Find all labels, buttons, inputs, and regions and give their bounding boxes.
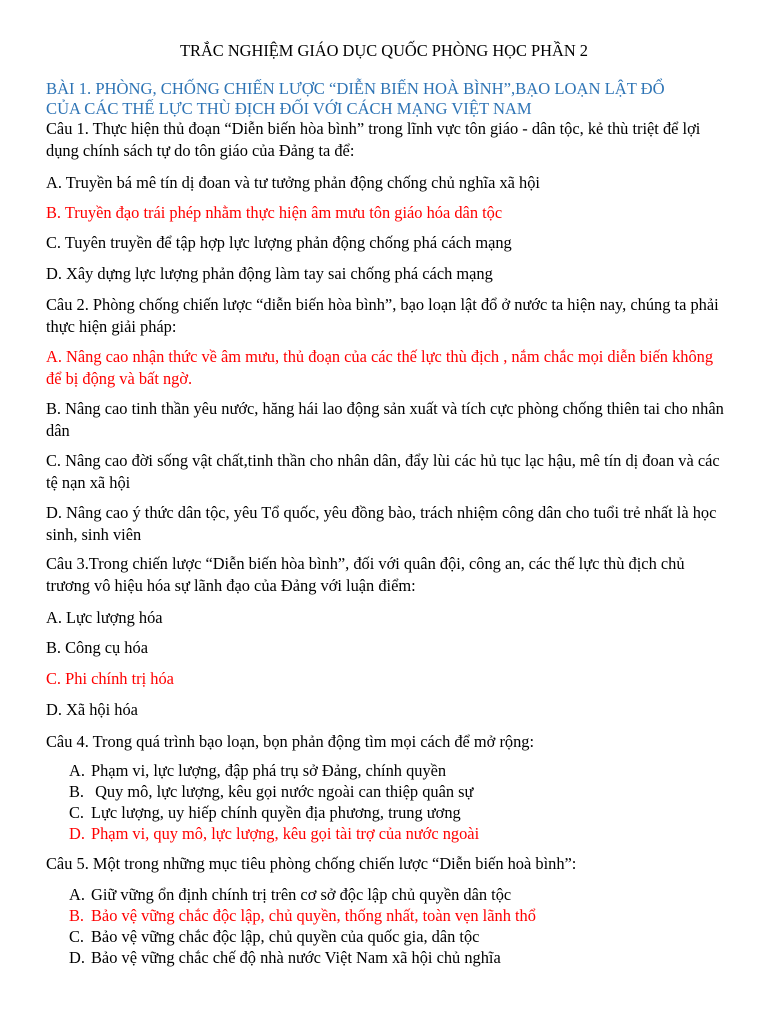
question-3-option-a: A. Lực lượng hóa (46, 608, 163, 627)
question-2-option-b: B. Nâng cao tinh thần yêu nước, hăng hái lao động sản xuất và tích cực phòng chống thiên tai cho nhân dân (46, 399, 724, 440)
question-5-option-b: B. Bảo vệ vững chắc độc lập, chủ quyền, thống nhất, toàn vẹn lãnh thổ (69, 906, 536, 925)
question-1-option-a: A. Truyền bá mê tín dị đoan và tư tưởng phản động chống chủ nghĩa xã hội (46, 173, 540, 192)
question-1-option-d: D. Xây dựng lực lượng phản động làm tay sai chống phá cách mạng (46, 264, 493, 283)
question-2-option-a: A. Nâng cao nhận thức về âm mưu, thủ đoạn của các thế lực thù địch , nắm chắc mọi diễn biến không để bị động và bất ngờ. (46, 347, 714, 388)
question-5-option-d: D. Bảo vệ vững chắc chế độ nhà nước Việt Nam xã hội chủ nghĩa (69, 948, 501, 967)
question-2-option-d: D. Nâng cao ý thức dân tộc, yêu Tổ quốc, yêu đồng bào, trách nhiệm công dân cho tuổi trẻ nhất là học sinh, sinh viên (46, 503, 717, 544)
question-4-option-c: C. Lực lượng, uy hiếp chính quyền địa phương, trung ương (69, 803, 461, 822)
question-3-option-b: B. Công cụ hóa (46, 638, 148, 657)
question-4-option-a: A. Phạm vi, lực lượng, đập phá trụ sở Đảng, chính quyền (69, 761, 447, 780)
question-2-prompt: Câu 2. Phòng chống chiến lược “diễn biến hòa bình”, bạo loạn lật đổ ở nước ta hiện nay, chúng ta phải thực hiện giải pháp: (46, 295, 719, 336)
lesson-heading (46, 79, 736, 119)
question-3-option-c: C. Phi chính trị hóa (46, 669, 174, 688)
question-2-option-c: C. Nâng cao đời sống vật chất,tinh thần cho nhân dân, đẩy lùi các hủ tục lạc hậu, mê tín dị đoan và các tệ nạn xã hội (46, 451, 720, 492)
question-5-option-c: C. Bảo vệ vững chắc độc lập, chủ quyền của quốc gia, dân tộc (69, 927, 480, 946)
question-3-option-d: D. Xã hội hóa (46, 700, 138, 719)
lesson-heading-line-2: CỦA CÁC THẾ LỰC THÙ ĐỊCH ĐỐI VỚI CÁCH MẠNG VIỆT NAM (46, 99, 532, 118)
question-5-option-a: A. Giữ vững ổn định chính trị trên cơ sở độc lập chủ quyền dân tộc (69, 885, 512, 904)
question-4-options (69, 760, 739, 844)
question-4-prompt: Câu 4. Trong quá trình bạo loạn, bọn phản động tìm mọi cách để mở rộng: (46, 732, 535, 751)
page-title: TRẮC NGHIỆM GIÁO DỤC QUỐC PHÒNG HỌC PHẦN 2 (180, 41, 588, 60)
question-3-prompt: Câu 3.Trong chiến lược “Diễn biến hòa bình”, đối với quân đội, công an, các thế lực thù địch chủ trương vô hiệu hóa sự lãnh đạo của Đảng với luận điểm: (46, 554, 685, 595)
question-1-prompt: Câu 1. Thực hiện thủ đoạn “Diễn biến hòa bình” trong lĩnh vực tôn giáo - dân tộc, kẻ thù triệt để lợi dụng chính sách tự do tôn giáo của Đảng ta để: (46, 119, 701, 160)
question-4-option-d: D. Phạm vi, quy mô, lực lượng, kêu gọi tài trợ của nước ngoài (69, 824, 480, 843)
question-1-option-b: B. Truyền đạo trái phép nhằm thực hiện âm mưu tôn giáo hóa dân tộc (46, 203, 503, 222)
lesson-heading-line-1: BÀI 1. PHÒNG, CHỐNG CHIẾN LƯỢC “DIỄN BIẾN HOÀ BÌNH”,BẠO LOẠN LẬT ĐỔ (46, 79, 665, 98)
question-5-prompt: Câu 5. Một trong những mục tiêu phòng chống chiến lược “Diễn biến hoà bình”: (46, 854, 577, 873)
question-1-option-c: C. Tuyên truyền để tập hợp lực lượng phản động chống phá cách mạng (46, 233, 512, 252)
question-5-options (69, 884, 739, 968)
question-4-option-b: B. Quy mô, lực lượng, kêu gọi nước ngoài can thiệp quân sự (69, 782, 474, 801)
